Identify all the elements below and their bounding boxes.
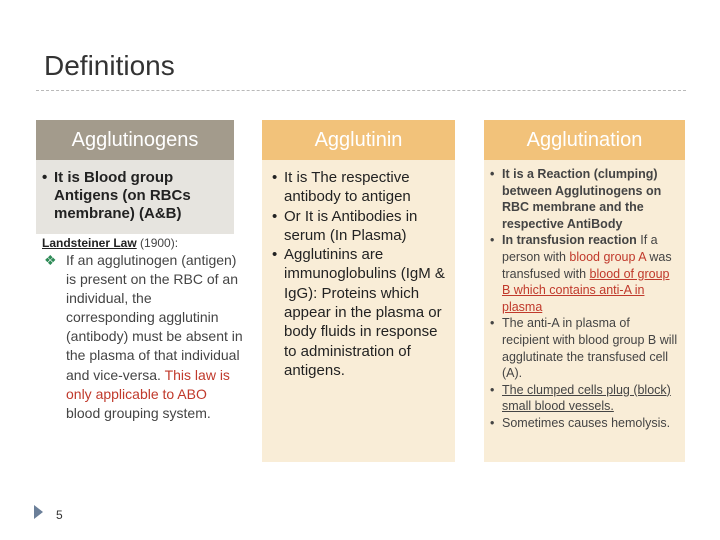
agglutinin-text-1: It is The respective antibody to antigen: [284, 169, 411, 206]
agglutinogens-heading: Agglutinogens: [36, 120, 234, 160]
landsteiner-text-a: If an agglutinogen (antigen) is present on the RBC of an individual, the corresponding agglutinin (antibody) must be absent in the plasma of that individual and vice-versa.: [66, 252, 243, 383]
title-divider: [36, 90, 686, 91]
landsteiner-law-text: [44, 251, 244, 423]
agglutination-text-1: It is a Reaction (clumping) between Agglutinogens on RBC membrane and the respective AntiBody: [502, 167, 662, 231]
landsteiner-text-b: blood grouping system.: [66, 404, 211, 421]
agglutination-text-2b: was transfused with: [502, 249, 672, 281]
agglutinin-text-2: Or It is Antibodies in serum (In Plasma): [284, 207, 418, 244]
agglutinin-text-3: Agglutinins are immunoglobulins (IgM & IgG): Proteins which appear in the plasma or body fluids in response to administration of antigens.: [284, 246, 445, 379]
landsteiner-year: (1900):: [136, 236, 179, 250]
bullet-icon: •: [272, 207, 278, 225]
agglutination-text-4: The clumped cells plug (block) small blood vessels.: [502, 382, 671, 414]
bullet-icon: •: [490, 167, 495, 181]
bullet-icon: •: [490, 233, 495, 248]
agglutination-text-2-red2: blood of group B which contains anti-A in plasma: [502, 266, 670, 314]
agglutination-text-2a: If a person with: [502, 233, 658, 264]
landsteiner-heading: [42, 236, 178, 250]
agglutination-bullet-5: [486, 415, 679, 432]
slide-title: Definitions: [44, 50, 175, 81]
agglutinin-bullet-1: [266, 168, 449, 207]
landsteiner-name: Landsteiner Law: [42, 236, 137, 250]
agglutinin-heading: Agglutinin: [262, 120, 455, 160]
agglutination-bullet-1: [486, 166, 679, 232]
bullet-icon: •: [490, 382, 495, 397]
agglutination-bullet-4: [486, 382, 679, 415]
agglutination-text-3: The anti-A in plasma of recipient with blood group B will agglutinate the transfused cell (A).: [502, 316, 678, 381]
agglutinin-body: [262, 160, 455, 462]
page-number: 5: [56, 508, 63, 522]
agglutinogens-body: [36, 160, 234, 234]
agglutination-text-2-red1: blood group A: [569, 249, 646, 264]
bullet-icon: •: [490, 415, 495, 430]
agglutination-bullet-2: [486, 232, 679, 315]
agglutination-list: [484, 160, 685, 432]
landsteiner-text-red: This law is only applicable to ABO: [66, 366, 230, 402]
agglutination-body: [484, 160, 685, 462]
agglutinogens-bullet: [36, 169, 234, 223]
bullet-icon: •: [272, 246, 278, 264]
agglutination-heading: Agglutination: [484, 120, 685, 160]
bullet-icon: •: [272, 169, 278, 186]
landsteiner-paragraph: [44, 251, 244, 423]
agglutination-text-5: Sometimes causes hemolysis.: [502, 415, 671, 430]
agglutinin-bullet-2: [266, 207, 449, 246]
diamond-bullet-icon: ❖: [44, 252, 57, 268]
agglutinin-bullet-3: [266, 245, 449, 380]
bullet-icon: •: [42, 169, 48, 186]
agglutinogens-text: It is Blood group Antigens (on RBCs membrane) (A&B): [54, 169, 191, 222]
page-marker-icon: [34, 505, 43, 519]
bullet-icon: •: [490, 316, 495, 331]
agglutination-text-2-bold: In transfusion reaction: [502, 233, 637, 248]
agglutinin-list: [262, 160, 455, 380]
agglutination-bullet-3: [486, 315, 679, 381]
